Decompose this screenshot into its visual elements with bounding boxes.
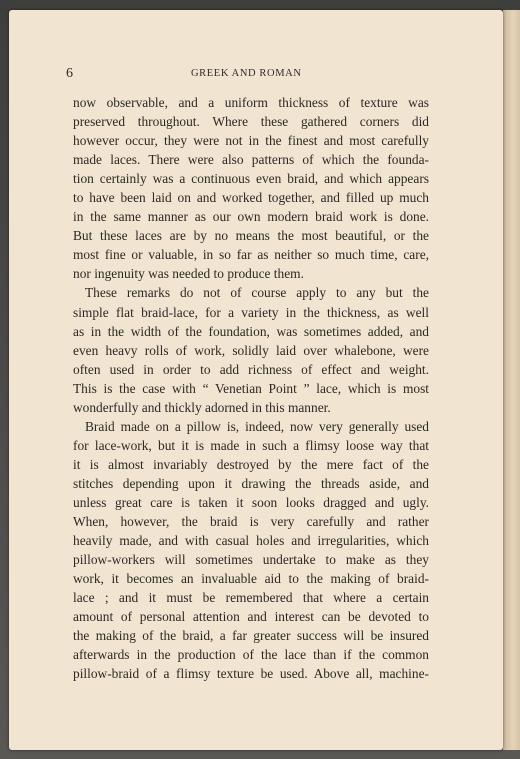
paragraph-1 xyxy=(73,93,429,283)
text-line: to have been laid on and worked together, and filled up much xyxy=(73,190,429,206)
text-line: When, however, the braid is very carefully and rather xyxy=(73,514,429,530)
text-line: simple flat braid-lace, for a variety in the thickness, as well xyxy=(73,304,429,320)
text-line: often used in order to add richness of effect and weight. xyxy=(73,361,429,377)
page-number: 6 xyxy=(66,66,73,81)
text-line: But these laces are by no means the most beautiful, or the xyxy=(73,228,429,244)
body-text xyxy=(73,93,429,683)
text-line: afterwards in the production of the lace than if the common xyxy=(73,647,429,663)
text-line: preserved throughout. Where these gathered corners did xyxy=(73,114,429,130)
running-head: GREEK AND ROMAN xyxy=(191,68,302,79)
text-line: tion certainly was a continuous even braid, and which appears xyxy=(73,171,429,187)
text-line: the making of the braid, a far greater success will be insured xyxy=(73,628,429,644)
text-line: pillow-workers will sometimes undertake to make as they xyxy=(73,552,429,568)
text-line: unless great care is taken it soon looks dragged and ugly. xyxy=(73,494,429,510)
text-line: in the same manner as our own modern braid work is done. xyxy=(73,209,429,225)
text-line: heavily made, and with casual holes and irregularities, which xyxy=(73,533,429,549)
text-line: even heavy rolls of work, solidly laid over whalebone, were xyxy=(73,342,429,358)
text-line: made laces. There were also patterns of which the founda- xyxy=(73,152,429,168)
text-line: as in the width of the foundation, was sometimes added, and xyxy=(73,323,429,339)
text-line: most fine or valuable, in so far as neither so much time, care, xyxy=(73,247,429,263)
text-line: however occur, they were not in the finest and most carefully xyxy=(73,133,429,149)
text-line: pillow-braid of a flimsy texture be used. Above all, machine- xyxy=(73,666,429,682)
page-header xyxy=(66,66,426,82)
text-line: work, it becomes an invaluable aid to the making of braid- xyxy=(73,571,429,587)
text-line: stitches depending upon it drawing the threads aside, and xyxy=(73,475,429,491)
text-line: wonderfully and thickly adorned in this manner. xyxy=(73,399,331,415)
page-edge xyxy=(503,10,520,750)
text-line: now observable, and a uniform thickness of texture was xyxy=(73,95,429,110)
text-line: This is the case with “ Venetian Point ” lace, which is most xyxy=(73,380,429,396)
text-line: it is almost invariably destroyed by the mere fact of the xyxy=(73,456,429,472)
text-line: Braid made on a pillow is, indeed, now very generally used xyxy=(85,418,429,434)
text-line: These remarks do not of course apply to any but the xyxy=(85,285,429,301)
text-line: for lace-work, but it is made in such a flimsy loose way that xyxy=(73,437,429,453)
text-line: lace ; and it must be remembered that where a certain xyxy=(73,590,429,606)
paragraph-2 xyxy=(73,283,429,416)
text-line: amount of personal attention and interest can be devoted to xyxy=(73,609,429,625)
paragraph-3 xyxy=(73,417,429,684)
text-line: nor ingenuity was needed to produce them. xyxy=(73,266,304,282)
